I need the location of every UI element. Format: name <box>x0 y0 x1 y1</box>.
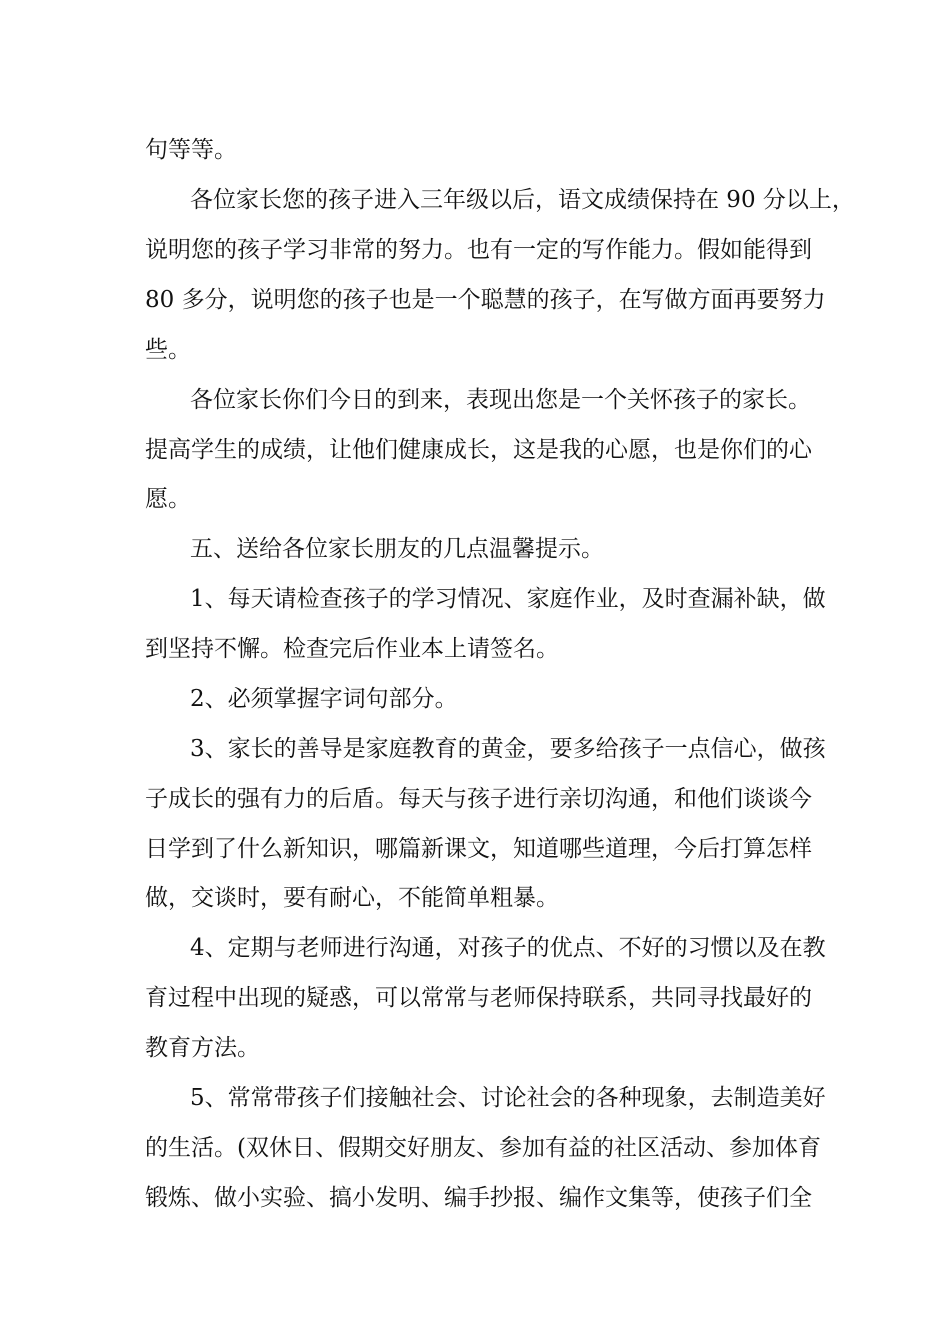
text-line: 子成长的强有力的后盾。每天与孩子进行亲切沟通，和他们谈谈今 <box>145 786 812 812</box>
text-line: 锻炼、做小实验、搞小发明、编手抄报、编作文集等，使孩子们全 <box>145 1185 812 1211</box>
text-line: 80 多分，说明您的孩子也是一个聪慧的孩子，在写做方面再要努力 <box>145 287 826 313</box>
text-line: 做，交谈时，要有耐心，不能简单粗暴。 <box>145 885 559 911</box>
text-line: 说明您的孩子学习非常的努力。也有一定的写作能力。假如能得到 <box>145 237 812 263</box>
text-line: 育过程中出现的疑惑，可以常常与老师保持联系，共同寻找最好的 <box>145 985 812 1011</box>
text-line: 2、必须掌握字词句部分。 <box>190 686 458 712</box>
text-line: 5、常常带孩子们接触社会、讨论社会的各种现象，去制造美好 <box>190 1085 826 1111</box>
text-line: 到坚持不懈。检查完后作业本上请签名。 <box>145 636 559 662</box>
text-line: 1、每天请检查孩子的学习情况、家庭作业，及时查漏补缺，做 <box>190 586 826 612</box>
text-line: 日学到了什么新知识，哪篇新课文，知道哪些道理，今后打算怎样 <box>145 836 812 862</box>
text-line: 3、家长的善导是家庭教育的黄金，要多给孩子一点信心，做孩 <box>190 736 826 762</box>
text-line: 的生活。(双休日、假期交好朋友、参加有益的社区活动、参加体育 <box>145 1135 821 1161</box>
text-line: 各位家长你们今日的到来，表现出您是一个关怀孩子的家长。 <box>190 387 811 413</box>
text-line: 4、定期与老师进行沟通，对孩子的优点、不好的习惯以及在教 <box>190 935 826 961</box>
text-line: 提高学生的成绩，让他们健康成长，这是我的心愿，也是你们的心 <box>145 437 812 463</box>
text-line: 各位家长您的孩子进入三年级以后，语文成绩保持在 90 分以上， <box>190 187 855 213</box>
text-line: 句等等。 <box>145 137 237 163</box>
text-line: 教育方法。 <box>145 1035 260 1061</box>
section-heading: 五、送给各位家长朋友的几点温馨提示。 <box>190 536 604 562</box>
text-line: 愿。 <box>145 486 191 512</box>
text-line: 些。 <box>145 337 191 363</box>
